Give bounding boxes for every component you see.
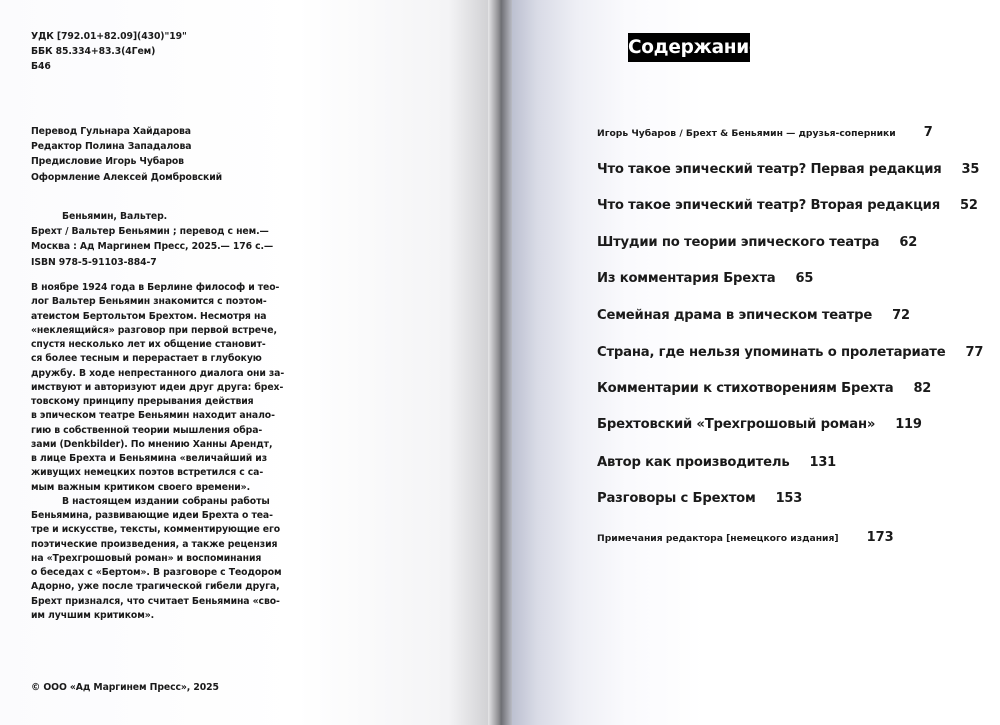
annotation-line: спустя несколько лет их общение становит- <box>31 339 266 350</box>
toc-entry-page: 35 <box>961 162 980 177</box>
annotation-line: Брехт признался, что считает Беньямина «сво- <box>31 595 280 607</box>
toc-entry-title: Что такое эпический театр? Первая редакция <box>597 162 942 177</box>
annotation-line: ся более тесным и перерастает в глубокую <box>31 353 262 365</box>
toc-entry-page: 173 <box>866 530 894 545</box>
toc-entry-title: Штудии по теории эпического театра <box>597 235 880 250</box>
annotation-line: атеистом Бертольтом Брехтом. Несмотря на <box>31 310 267 322</box>
toc-entry[interactable] <box>597 308 910 323</box>
catalog-line: Беньямин, Вальтер. <box>62 211 168 222</box>
toc-entry-title: Игорь Чубаров / Брехт & Беньямин — друзья-соперники <box>597 128 896 139</box>
annotation-line: «неклеящийся» разговор при первой встрече, <box>31 324 277 336</box>
toc-entry[interactable] <box>597 198 978 213</box>
toc-entry[interactable] <box>597 162 979 177</box>
annotation-line: Адорно, уже после трагической гибели друга, <box>31 581 280 593</box>
toc-entry-title: Что такое эпический театр? Вторая редакция <box>597 198 940 213</box>
classification-line: УДК [792.01+82.09](430)"19" <box>31 31 187 42</box>
annotation-line: товскому принципу прерывания действия <box>31 396 254 407</box>
toc-entry-page: 7 <box>923 125 933 140</box>
annotation-line: В настоящем издании собраны работы <box>62 495 270 507</box>
annotation-line: в эпическом театре Беньямин находит анало- <box>31 410 275 422</box>
toc-entry-page: 72 <box>892 308 910 323</box>
toc-entry[interactable] <box>597 491 802 506</box>
toc-entry-page: 131 <box>809 455 837 470</box>
credit-line: Редактор Полина Западалова <box>31 141 192 153</box>
annotation-line: тре и искусстве, тексты, комментирующие его <box>31 524 281 536</box>
catalog-line: Москва : Ад Маргинем Пресс, 2025.— 176 с.— <box>31 241 274 253</box>
toc-entry-title: Страна, где нельзя упоминать о пролетариате <box>597 345 946 360</box>
toc-entry-page: 82 <box>913 381 932 396</box>
credit-line: Оформление Алексей Домбровский <box>31 171 223 183</box>
annotation-line: в лице Брехта и Беньямина «величайший из <box>31 453 268 464</box>
annotation-line: В ноябре 1924 года в Берлине философ и тео- <box>31 282 280 293</box>
toc-entry-page: 62 <box>899 235 918 250</box>
toc-entry[interactable] <box>597 345 983 360</box>
annotation-line: живущих немецких поэтов встретился с са- <box>31 467 264 479</box>
classification-line: Б46 <box>31 61 51 73</box>
book-gutter <box>488 0 512 725</box>
toc-heading: Содержание <box>628 33 750 62</box>
toc-entry-page: 65 <box>795 271 814 286</box>
toc-entry[interactable] <box>597 235 917 250</box>
catalog-line: Брехт / Вальтер Беньямин ; перевод с нем.— <box>31 226 269 238</box>
toc-entry-title: Разговоры с Брехтом <box>597 491 756 506</box>
annotation-line: на «Трехгрошовый роман» и воспоминания <box>31 552 262 564</box>
toc-entry[interactable] <box>597 381 931 396</box>
annotation-line: Беньямина, развивающие идеи Брехта о теа- <box>31 510 273 521</box>
copyright: © ООО «Ад Маргинем Пресс», 2025 <box>31 682 219 693</box>
annotation-line: поэтические произведения, а также рецензия <box>31 538 278 550</box>
toc-entry[interactable] <box>597 417 922 432</box>
toc-entry-page: 153 <box>775 491 803 506</box>
toc-entry[interactable] <box>597 530 894 545</box>
toc-entry-title: Автор как производитель <box>597 455 790 470</box>
annotation-line: им лучшим критиком». <box>31 609 155 621</box>
classification-line: ББК 85.334+83.3(4Гем) <box>31 46 156 58</box>
right-page <box>508 0 1000 725</box>
annotation-line: мым важным критиком своего времени». <box>31 481 251 493</box>
toc-entry-page: 77 <box>965 345 984 360</box>
toc-entry[interactable] <box>597 125 933 140</box>
annotation-line: дружбу. В ходе непрестанного диалога они за- <box>31 367 285 379</box>
toc-entry-page: 52 <box>959 198 978 213</box>
toc-entry[interactable] <box>597 455 836 470</box>
toc-entry-page: 119 <box>895 417 922 432</box>
annotation-line: гию в собственной теории мышления обра- <box>31 424 263 436</box>
credit-line: Предисловие Игорь Чубаров <box>31 156 184 168</box>
annotation-line: зами (Denkbilder). По мнению Ханны Арендт, <box>31 438 273 450</box>
annotation-line: имствуют и авторизуют идеи друг друга: брех- <box>31 381 284 393</box>
toc-entry-title: Брехтовский «Трехгрошовый роман» <box>597 417 876 432</box>
toc-entry-title: Семейная драма в эпическом театре <box>597 308 873 323</box>
toc-entry[interactable] <box>597 271 813 286</box>
toc-entry-title: Примечания редактора [немецкого издания] <box>597 533 839 544</box>
annotation-line: лог Вальтер Беньямин знакомится с поэтом- <box>31 296 267 308</box>
catalog-line: ISBN 978-5-91103-884-7 <box>31 256 157 268</box>
toc-entry-title: Комментарии к стихотворениям Брехта <box>597 381 894 396</box>
annotation-line: о беседах с «Бертом». В разговоре с Теодором <box>31 567 282 578</box>
credit-line: Перевод Гульнара Хайдарова <box>31 126 191 137</box>
toc-entry-title: Из комментария Брехта <box>597 271 776 286</box>
